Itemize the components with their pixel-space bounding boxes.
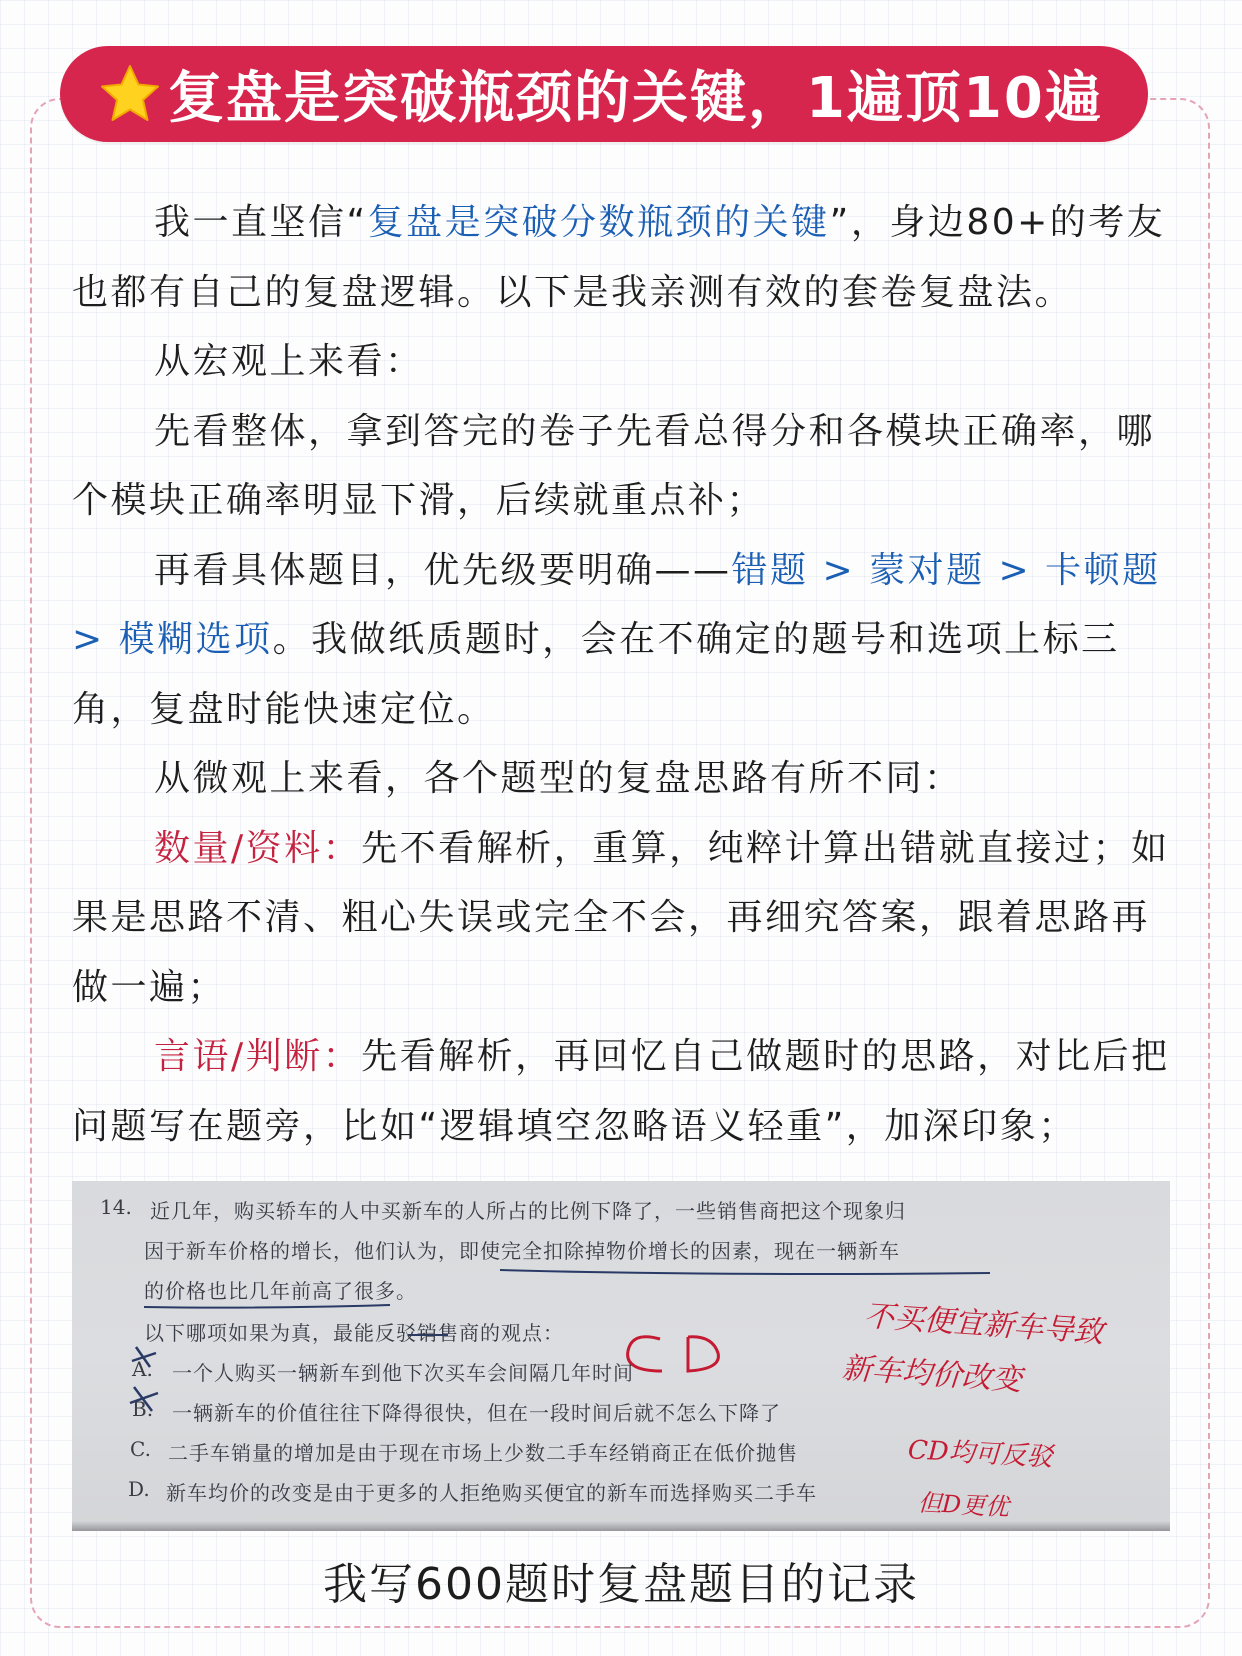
- handwritten-note: 新车均价改变: [840, 1350, 1023, 1399]
- text-run: 再看具体题目，优先级要明确——: [154, 549, 732, 591]
- article-body: [72, 188, 1172, 1161]
- option-letter: C.: [130, 1437, 151, 1461]
- handwritten-note: 不买便宜新车导致: [862, 1298, 1105, 1351]
- paragraph-macro-heading: 从宏观上来看：: [154, 341, 424, 382]
- highlight-priority: 错题 > 蒙对题 > 卡顿题 > 模糊选项: [72, 549, 1161, 660]
- paragraph-math: [72, 814, 1172, 1023]
- paragraph-intro: [72, 188, 1172, 327]
- handwritten-note: 但D更优: [917, 1488, 1010, 1522]
- label-math: 数量/资料：: [154, 827, 362, 869]
- option-letter: A.: [132, 1357, 153, 1381]
- exam-photo: [72, 1181, 1170, 1531]
- photo-caption: 我写600题时复盘题目的记录: [323, 1559, 919, 1610]
- highlight-blue: 复盘是突破分数瓶颈的关键: [367, 202, 830, 243]
- text-run: 。我做纸质题时，会在不确定的题号和选项上标三角，复盘时能快速定位。: [72, 619, 1120, 730]
- question-prompt: 以下哪项如果为真，最能反驳销售商的观点：: [144, 1321, 564, 1345]
- paragraph-micro-heading: 从微观上来看，各个题型的复盘思路有所不同：: [154, 758, 963, 799]
- text-run: 先不看解析，重算，纯粹计算出错就直接过；如果是思路不清、粗心失误或完全不会，再细究答案，跟着思路再做一遍；: [72, 827, 1170, 1008]
- option-text: 一个人购买一辆新车到他下次买车会间隔几年时间: [172, 1361, 634, 1385]
- paragraph-verbal: [72, 1022, 1172, 1161]
- question-line: 近几年，购买轿车的人中买新车的人所占的比例下降了，一些销售商把这个现象归: [150, 1199, 906, 1223]
- option-letter: D.: [128, 1477, 150, 1501]
- page-title: 复盘是突破瓶颈的关键，1遍顶10遍: [168, 66, 1103, 131]
- option-letter: B.: [132, 1397, 154, 1421]
- label-verbal: 言语/判断：: [154, 1036, 362, 1077]
- option-text: 新车均价的改变是由于更多的人拒绝购买便宜的新车而选择购买二手车: [166, 1481, 817, 1505]
- question-number: 14.: [100, 1195, 132, 1219]
- text-run: 先看解析，再回忆自己做题时的思路，对比后把问题写在题旁，比如“逻辑填空忽略语义轻重”，加深印象；: [72, 1036, 1170, 1147]
- photo-shadow: [72, 1521, 1170, 1531]
- option-text: 一辆新车的价值往往下降得很快，但在一段时间后就不怎么下降了: [172, 1401, 781, 1425]
- handwritten-note: CD均可反驳: [907, 1435, 1054, 1473]
- text-run: 我一直坚信“: [154, 202, 368, 243]
- title-banner: [60, 46, 1148, 142]
- paragraph-priority: [72, 536, 1172, 745]
- star-icon: [98, 62, 162, 126]
- question-line: 因于新车价格的增长，他们认为，即使完全扣除掉物价增长的因素，现在一辆新车: [144, 1239, 900, 1263]
- text-run: ”，身边80+的考友也都有自己的复盘逻辑。以下是我亲测有效的套卷复盘法。: [72, 202, 1166, 313]
- question-line: 的价格也比几年前高了很多。: [144, 1279, 417, 1303]
- option-text: 二手车销量的增加是由于现在市场上少数二手车经销商正在低价抛售: [168, 1441, 798, 1465]
- paragraph-overall: 先看整体，拿到答完的卷子先看总得分和各模块正确率，哪个模块正确率明显下滑，后续就重点补；: [72, 410, 1156, 521]
